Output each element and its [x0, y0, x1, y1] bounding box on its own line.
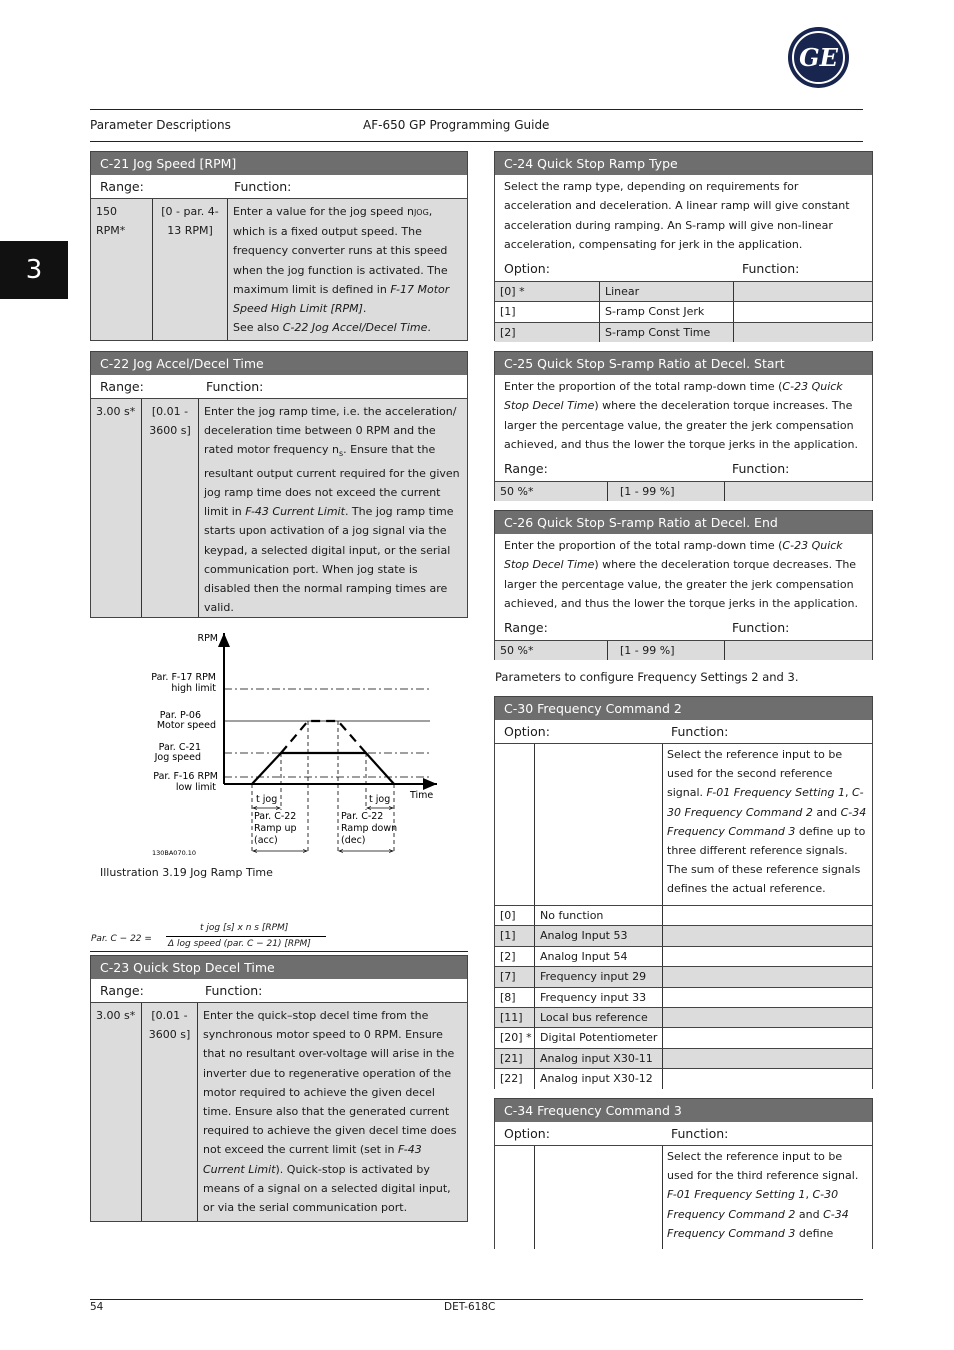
option-label: S-ramp Const Time [599, 323, 733, 342]
svg-text:t jog: t jog [256, 794, 278, 805]
option-label: Analog input X30-12 [534, 1069, 662, 1088]
param-title: C-24 Quick Stop Ramp Type [495, 152, 872, 175]
default-value: 50 %* [500, 644, 534, 657]
figure-code: 130BA070.10 [152, 849, 197, 857]
param-title: C-30 Frequency Command 2 [495, 697, 872, 720]
function-desc: Select the reference input to be used for the second reference signal. F-01 Frequency Setting 1, C-30 Frequency Command 2 and C-34 Frequency Command 3 define up to three different reference signals. The sum of these reference signals defines the actual reference. [662, 744, 872, 905]
svg-text:Par. F-17 RPM: Par. F-17 RPM [151, 672, 216, 683]
function-label: Function: [205, 983, 263, 998]
param-c26 [494, 510, 873, 660]
logo-text: GE [792, 31, 845, 84]
default-value: 150 RPM* [96, 205, 126, 238]
range-label: Range: [100, 983, 144, 998]
param-desc: Enter the proportion of the total ramp-down time (C-23 Quick Stop Decel Time) where the deceleration torque increases. The larger the percentage value, the greater the jerk compensation achieved, and thus the lower the torque jerks in the application. [504, 380, 858, 452]
option-label: Digital Potentiometer [534, 1028, 662, 1047]
param-title: C-26 Quick Stop S-ramp Ratio at Decel. End [495, 511, 872, 534]
param-desc: Select the ramp type, depending on requirements for acceleration and deceleration. A linear ramp will give constant acceleration during ramping. An S-ramp will give non-linear acceleration, compensating for jerk in the application. [504, 180, 850, 252]
option-label: Analog input X30-11 [534, 1049, 662, 1068]
function-desc: Enter the quick–stop decel time from the synchronous motor speed to 0 RPM. Ensure that no resultant over-voltage will arise in the inverter due to regenerative operation of the motor required to achieve the given decel time. Ensure also that the generated current required to achieve the given decel time does not exceed the current limit (set in F-43 Current Limit). Quick-stop is activated by means of a signal on a selected digital input, or via the serial communication port. [197, 1003, 467, 1221]
svg-text:Par. C-21: Par. C-21 [158, 742, 201, 753]
param-c30 [494, 696, 873, 1089]
option-row [495, 1048, 872, 1068]
function-label: Function: [206, 379, 264, 394]
footer-rule [90, 1299, 863, 1300]
option-code: [22] [500, 1072, 523, 1086]
param-c25 [494, 351, 873, 501]
formula [90, 922, 328, 952]
option-label: No function [534, 906, 662, 925]
chapter-tab: 3 [0, 241, 68, 299]
range-value: [0.01 - 3600 s] [141, 1003, 197, 1221]
jog-ramp-curve [252, 753, 394, 784]
option-code: [0] * [500, 285, 525, 298]
function-label: Function: [732, 461, 790, 476]
param-title: C-23 Quick Stop Decel Time [91, 956, 467, 979]
formula-lhs: Par. C − 22 = [91, 934, 152, 944]
formula-denominator: Δ log speed (par. C − 21) [RPM] [168, 939, 311, 949]
range-label: Range: [504, 461, 548, 476]
option-row [495, 1027, 872, 1047]
option-label: Local bus reference [534, 1008, 662, 1027]
function-desc: Enter the jog ramp time, i.e. the acceleration/ deceleration time between 0 RPM and the rated motor frequency $n_s$. Ensure that the resultant output current required for the given jog ramp time does not exceed the current limit in F-43 Current Limit. The jog ramp time starts upon activation of a jog signal via the keypad, a selected digital input, or the serial communication port. When jog state is disabled then the normal ramping times are valid. [198, 399, 467, 617]
option-row [495, 905, 872, 925]
option-label: S-ramp Const Jerk [599, 302, 733, 321]
default-value: 3.00 s* [96, 1009, 136, 1022]
function-desc: Select the reference input to be used for the third reference signal. F-01 Frequency Setting 1, C-30 Frequency Command 2 and C-34 Frequency Command 3 define [662, 1146, 872, 1249]
option-label: Option: [504, 724, 550, 739]
param-title: C-22 Jog Accel/Decel Time [91, 352, 467, 375]
svg-text:Par. P-06: Par. P-06 [159, 710, 201, 721]
guide-title: AF-650 GP Programming Guide [363, 118, 550, 132]
svg-text:high limit: high limit [171, 683, 216, 694]
function-label: Function: [732, 620, 790, 635]
default-value: 50 %* [500, 485, 534, 498]
option-row [495, 301, 872, 321]
svg-text:Ramp down: Ramp down [341, 823, 398, 834]
y-axis-label: RPM [197, 633, 218, 644]
option-code: [1] [500, 305, 516, 319]
option-code: [8] [500, 990, 516, 1004]
range-value: [0.01 - 3600 s] [141, 399, 198, 617]
range-value: [0 - par. 4-13 RPM] [152, 199, 227, 340]
svg-text:Par. F-16 RPM: Par. F-16 RPM [153, 771, 218, 782]
range-label: Range: [100, 379, 144, 394]
option-code: [21] [500, 1051, 523, 1065]
option-code: [1] [500, 929, 516, 943]
option-label: Option: [504, 261, 550, 276]
svg-text:Par. C-22: Par. C-22 [341, 811, 384, 822]
default-value: 3.00 s* [96, 405, 136, 418]
option-label: Analog Input 54 [534, 947, 662, 966]
function-label: Function: [671, 1126, 729, 1141]
param-title: C-21 Jog Speed [RPM] [91, 152, 467, 175]
svg-text:low limit: low limit [175, 782, 216, 793]
option-code: [2] [500, 325, 516, 339]
svg-text:t jog: t jog [369, 794, 391, 805]
normal-ramp-curve [281, 721, 366, 753]
range-value: [1 - 99 %] [607, 482, 724, 501]
option-row [495, 322, 872, 342]
option-row [495, 1007, 872, 1027]
formula-numerator: t jog [s] x n s [RPM] [200, 923, 289, 933]
param-c24 [494, 151, 873, 341]
param-title: C-25 Quick Stop S-ramp Ratio at Decel. Start [495, 352, 872, 375]
option-label: Linear [599, 282, 733, 301]
figure-caption: Illustration 3.19 Jog Ramp Time [100, 866, 273, 879]
svg-text:Motor speed: Motor speed [156, 720, 216, 731]
svg-text:(dec): (dec) [341, 835, 366, 846]
function-label: Function: [742, 261, 800, 276]
param-desc: Enter the proportion of the total ramp-down time (C-23 Quick Stop Decel Time) where the deceleration torque decreases. The larger the percentage value, the greater the jerk compensation achieved, and thus the lower the torque jerks in the application. [504, 539, 858, 611]
intro-text: Parameters to configure Frequency Settings 2 and 3. [495, 670, 799, 684]
param-c34 [494, 1098, 873, 1249]
svg-text:Par. C-22: Par. C-22 [254, 811, 297, 822]
option-row [495, 925, 872, 945]
option-code: [7] [500, 970, 516, 984]
function-desc: Enter a value for the jog speed nJOG, which is a fixed output speed. The frequency converter runs at this speed when the jog function is activated. The maximum limit is defined in F-17 Motor Speed High Limit [RPM]. See also C-22 Jog Accel/Decel Time. [227, 199, 467, 340]
option-code: [11] [500, 1010, 523, 1024]
svg-text:Jog speed: Jog speed [154, 752, 201, 763]
option-row [495, 966, 872, 986]
option-row [495, 1068, 872, 1088]
range-label: Range: [504, 620, 548, 635]
option-row [495, 281, 872, 301]
svg-text:Ramp up: Ramp up [254, 823, 297, 834]
page-number: 54 [90, 1301, 104, 1313]
range-value: [1 - 99 %] [607, 641, 724, 660]
option-label: Frequency input 33 [534, 988, 662, 1007]
svg-text:(acc): (acc) [254, 835, 278, 846]
function-label: Function: [234, 179, 292, 194]
range-label: Range: [100, 179, 144, 194]
option-code: [2] [500, 949, 516, 963]
doc-code: DET-618C [444, 1301, 496, 1313]
function-label: Function: [671, 724, 729, 739]
option-label: Option: [504, 1126, 550, 1141]
option-label: Frequency input 29 [534, 967, 662, 986]
option-code: [0] [500, 909, 516, 922]
option-row [495, 946, 872, 966]
option-row [495, 987, 872, 1007]
param-title: C-34 Frequency Command 3 [495, 1099, 872, 1122]
option-code: [20] * [500, 1031, 532, 1045]
param-c23 [90, 955, 468, 1222]
section-title: Parameter Descriptions [90, 118, 231, 132]
option-label: Analog Input 53 [534, 926, 662, 945]
x-axis-label: Time [410, 790, 434, 801]
